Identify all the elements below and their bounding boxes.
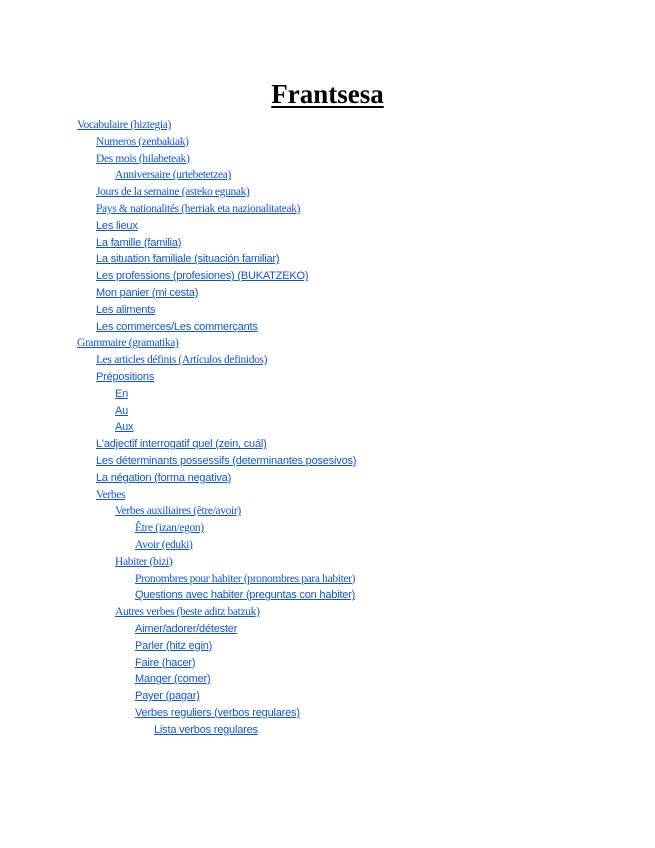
- toc-link[interactable]: Aux: [115, 421, 134, 434]
- toc-entry: [0, 452, 655, 469]
- toc-link[interactable]: Aimer/adorer/détester: [135, 622, 238, 635]
- toc-entry: [0, 687, 655, 704]
- toc-link[interactable]: Des mois (hilabeteak): [96, 152, 190, 165]
- toc-link[interactable]: Au: [115, 404, 129, 417]
- toc-entry: [0, 334, 655, 351]
- toc-entry: [0, 318, 655, 335]
- toc-entry: [0, 721, 655, 738]
- toc-entry: [0, 486, 655, 503]
- toc-link[interactable]: La famille (familia): [96, 236, 182, 249]
- toc-entry: [0, 368, 655, 385]
- toc-entry: [0, 418, 655, 435]
- toc-entry: [0, 570, 655, 587]
- toc-entry: [0, 217, 655, 234]
- toc-link[interactable]: Les professions (profesiones) (BUKATZEKO): [96, 270, 309, 283]
- toc-entry: [0, 435, 655, 452]
- toc-link[interactable]: Les commerces/Les commerçants: [96, 320, 258, 333]
- toc-link[interactable]: La situation familiale (situación familiar): [96, 253, 280, 266]
- toc-link[interactable]: Jours de la semaine (asteko egunak): [96, 186, 250, 199]
- toc-entry: [0, 351, 655, 368]
- toc-link[interactable]: Pays & nationalités (herriak eta nazionalitateak): [96, 202, 301, 215]
- toc-link[interactable]: Prépositions: [96, 370, 155, 383]
- toc-entry: [0, 553, 655, 570]
- toc-entry: [0, 620, 655, 637]
- toc-link[interactable]: Payer (pagar): [135, 690, 200, 703]
- toc-link[interactable]: Lista verbos regulares: [154, 723, 258, 736]
- toc-entry: [0, 637, 655, 654]
- toc-entry: [0, 200, 655, 217]
- toc-link[interactable]: Faire (hacer): [135, 656, 196, 669]
- toc-link[interactable]: Être (izan/egon): [135, 522, 204, 535]
- toc-entry: [0, 402, 655, 419]
- toc-link[interactable]: Verbes auxiliaires (être/avoir): [115, 505, 241, 518]
- toc-link[interactable]: Avoir (eduki): [135, 538, 193, 551]
- toc-link[interactable]: Les articles définis (Artículos definidos): [96, 354, 268, 367]
- toc-entry: [0, 670, 655, 687]
- toc-link[interactable]: Les aliments: [96, 303, 156, 316]
- toc-link[interactable]: La négation (forma negativa): [96, 471, 232, 484]
- toc-entry: [0, 301, 655, 318]
- document-title: Frantsesa: [271, 79, 384, 109]
- toc-entry: [0, 234, 655, 251]
- toc-entry: [0, 654, 655, 671]
- toc-entry: [0, 250, 655, 267]
- toc-entry: [0, 284, 655, 301]
- toc-link[interactable]: Anniversaire (urtebetetzea): [115, 169, 232, 182]
- toc-link[interactable]: Vocabulaire (hiztegia): [77, 119, 171, 131]
- toc-entry: [0, 116, 655, 133]
- toc-link[interactable]: Les déterminants possessifs (determinantes posesivos): [96, 454, 357, 467]
- toc-entry: [0, 586, 655, 603]
- toc-entry: [0, 603, 655, 620]
- toc-link[interactable]: Pronombres pour habiter (pronombres para habiter): [135, 572, 356, 585]
- toc-entry: [0, 519, 655, 536]
- toc-entry: [0, 166, 655, 183]
- toc-link[interactable]: Verbes reguliers (verbos regulares): [135, 706, 300, 719]
- toc-link[interactable]: Mon panier (mi cesta): [96, 286, 199, 299]
- toc-link[interactable]: Habiter (bizi): [115, 555, 173, 568]
- toc-entry: [0, 183, 655, 200]
- toc-entry: [0, 536, 655, 553]
- toc-link[interactable]: Numeros (zenbakiak): [96, 135, 189, 148]
- toc-link[interactable]: Grammaire (gramatika): [77, 337, 179, 350]
- toc-link[interactable]: Verbes: [96, 488, 126, 501]
- toc-entry: [0, 502, 655, 519]
- toc-link[interactable]: Les lieux: [96, 219, 138, 232]
- table-of-contents: [0, 116, 655, 737]
- toc-link[interactable]: Parler (hitz egin): [135, 639, 213, 652]
- toc-entry: [0, 704, 655, 721]
- toc-link[interactable]: En: [115, 387, 129, 400]
- toc-entry: [0, 469, 655, 486]
- toc-entry: [0, 133, 655, 150]
- toc-entry: [0, 150, 655, 167]
- toc-link[interactable]: L'adjectif interrogatif quel (zein, cuál): [96, 438, 267, 451]
- toc-link[interactable]: Manger (comer): [135, 673, 211, 686]
- toc-entry: [0, 267, 655, 284]
- toc-link[interactable]: Autres verbes (beste aditz batzuk): [115, 606, 260, 619]
- toc-link[interactable]: Questions avec habiter (preguntas con habiter): [135, 589, 356, 602]
- toc-entry: [0, 385, 655, 402]
